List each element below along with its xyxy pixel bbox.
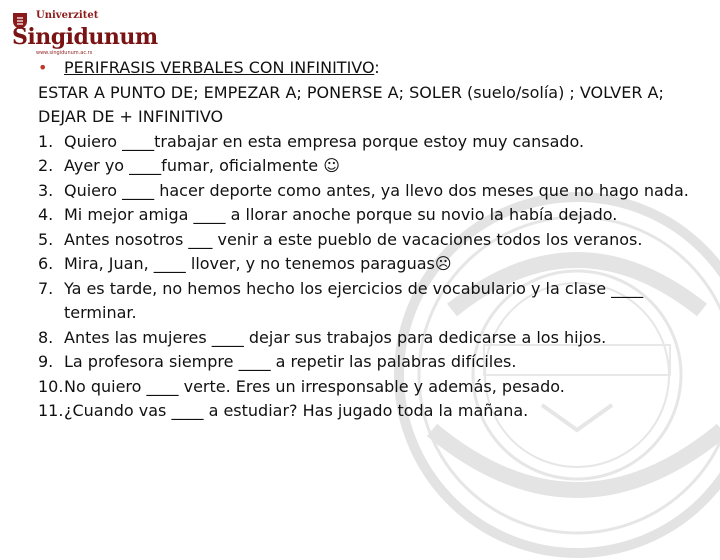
slide-heading	[38, 56, 698, 81]
exercise-sentence: ¿Cuando vas ____ a estudiar? Has jugado toda la mañana.	[64, 401, 529, 420]
exercise-item	[38, 130, 698, 155]
exercise-number: 10.	[38, 376, 64, 396]
heading-colon: :	[374, 58, 380, 77]
exercise-number: 8.	[38, 327, 54, 347]
exercise-item	[38, 375, 698, 400]
slide-content	[38, 56, 698, 424]
exercise-sentence: Mira, Juan, ____ llover, y no tenemos paraguas☹	[64, 254, 452, 273]
exercise-item	[38, 326, 698, 351]
exercise-number: 1.	[38, 131, 54, 151]
heading-bullet: •	[38, 58, 48, 77]
exercise-number: 11.	[38, 401, 64, 420]
exercise-sentence: Antes nosotros ___ venir a este pueblo de vacaciones todos los veranos.	[64, 229, 643, 249]
logo-url: www.singidunum.ac.rs	[36, 50, 93, 56]
exercise-number: 9.	[38, 352, 54, 371]
logo-university-label: Univerzitet	[36, 10, 99, 21]
exercise-sentence: Mi mejor amiga ____ a llorar anoche porque su novio la había dejado.	[64, 205, 618, 224]
exercise-sentence: La profesora siempre ____ a repetir las palabras difíciles.	[64, 352, 517, 371]
exercise-item	[38, 252, 698, 277]
exercise-list	[38, 130, 698, 424]
logo-name: Singidunum	[12, 24, 158, 50]
exercise-sentence: Ayer yo ____fumar, oficialmente ☺	[64, 156, 340, 175]
exercise-item	[38, 154, 698, 179]
exercise-number: 7.	[38, 278, 54, 298]
exercise-sentence: Quiero ____trabajar en esta empresa porque estoy muy cansado.	[64, 131, 585, 151]
exercise-item	[38, 179, 698, 204]
exercise-number: 3.	[38, 180, 54, 200]
exercise-item	[38, 277, 698, 326]
exercise-number: 6.	[38, 254, 54, 273]
intro-text: ESTAR A PUNTO DE; EMPEZAR A; PONERSE A; SOLER (suelo/solía) ; VOLVER A; DEJAR DE + INFINITIVO	[38, 82, 664, 126]
exercise-item	[38, 399, 698, 424]
university-logo	[8, 10, 158, 56]
exercise-sentence: No quiero ____ verte. Eres un irresponsable y además, pesado.	[64, 376, 565, 396]
exercise-number: 5.	[38, 229, 54, 249]
exercise-item	[38, 203, 698, 228]
exercise-number: 2.	[38, 156, 54, 175]
exercise-item	[38, 350, 698, 375]
exercise-item	[38, 228, 698, 253]
exercise-sentence: Quiero ____ hacer deporte como antes, ya llevo dos meses que no hago nada.	[64, 180, 689, 200]
exercise-sentence: Antes las mujeres ____ dejar sus trabajos para dedicarse a los hijos.	[64, 327, 607, 347]
heading-title: PERIFRASIS VERBALES CON INFINITIVO	[64, 58, 375, 77]
exercise-sentence: Ya es tarde, no hemos hecho los ejercicios de vocabulario y la clase ____ terminar.	[64, 278, 644, 322]
exercise-number: 4.	[38, 205, 54, 224]
